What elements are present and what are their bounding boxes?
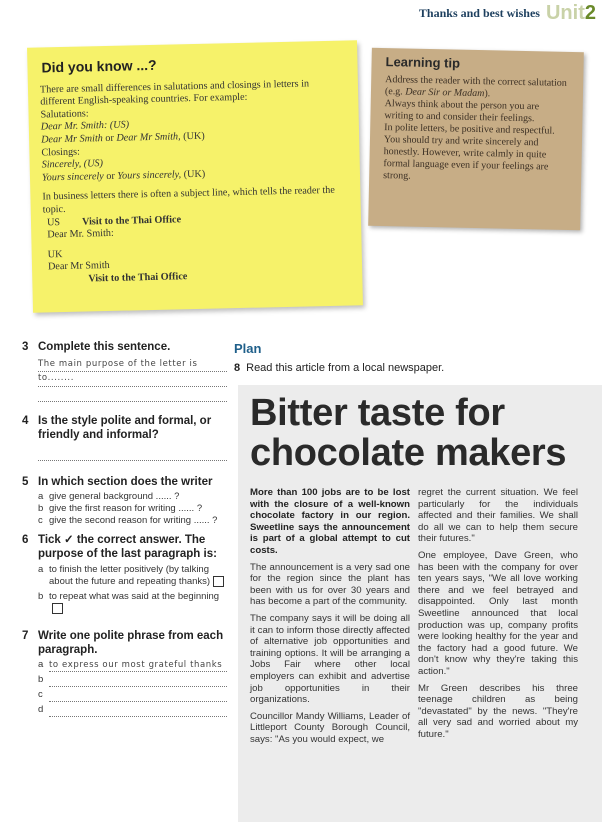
tip-p1-a: Address the reader with the correct salutation (e.g. — [384, 74, 567, 98]
q6-option-b-text: to repeat what was said at the beginning — [49, 591, 220, 603]
q3-number: 3 — [22, 341, 29, 353]
exercise-column — [22, 340, 227, 717]
sal-uk-tag: (UK) — [180, 130, 205, 143]
q4-answer-line[interactable] — [38, 446, 227, 461]
unit-label — [546, 2, 596, 25]
q6-option-a — [38, 564, 227, 588]
q3-text: Complete this sentence. — [38, 341, 171, 353]
article-paragraph-2: The company says it will be doing all it can to inform those directly affected of alternative job opportunities and training options. It will be arranging a Jobs Fair where other local employers can exhibit and advertise job opportunities in their organizations. — [250, 612, 410, 706]
subject-note: In business letters there is often a subject line, which tells the reader the topic. — [42, 185, 335, 216]
q7-line-d[interactable] — [38, 704, 227, 717]
uk-label: UK — [47, 248, 63, 261]
newspaper-article — [238, 385, 602, 822]
q5-option-a — [38, 491, 227, 503]
salutation-us: Dear Mr. Smith: (US) — [40, 119, 130, 133]
unit-number: 2 — [584, 2, 596, 24]
unit-header — [419, 2, 596, 25]
tip-p2: Always think about the person you are writing to and consider their feelings. — [384, 98, 540, 125]
q8-number: 8 — [234, 362, 241, 374]
q3-answer-line-3[interactable] — [38, 387, 227, 402]
learning-tip-note — [368, 48, 584, 230]
q5-option-a-letter: a — [38, 491, 44, 502]
close-uk-tag: (UK) — [180, 168, 206, 181]
q6-option-a-checkbox[interactable] — [213, 576, 224, 587]
article-headline — [250, 393, 566, 473]
tip-p4: You should try and write sincerely and honestly. However, write calmly in quite formal language even if your feelings are strong. — [383, 134, 549, 182]
q6-number: 6 — [22, 534, 29, 546]
closings-label: Closings: — [41, 146, 81, 159]
close-uk-a: Yours sincerely — [41, 170, 104, 184]
q8-text: Read this article from a local newspaper. — [246, 362, 445, 374]
question-5 — [22, 475, 227, 489]
question-3 — [22, 340, 227, 354]
learning-tip-title: Learning tip — [385, 54, 461, 71]
q7-a-letter: a — [38, 659, 44, 671]
q5-option-b — [38, 503, 227, 515]
question-6 — [22, 533, 227, 561]
q4-number: 4 — [22, 415, 29, 427]
q4-text: Is the style polite and formal, or friendly and informal? — [38, 415, 212, 441]
q7-line-a[interactable] — [38, 659, 227, 672]
q5-option-c — [38, 515, 227, 527]
article-paragraph-6: Mr Green describes his three teenage children as being "devastated" by the news. "They're all very sad and worried about my future." — [418, 682, 578, 740]
headline-line-1: Bitter taste for — [250, 392, 505, 434]
unit-word: Unit — [545, 2, 585, 24]
article-column-1 — [250, 487, 410, 750]
q7-c-letter: c — [38, 689, 43, 701]
did-you-know-intro: There are small differences in salutations and closings in letters in different English-speaking countries. For example: — [39, 77, 310, 108]
article-lead: More than 100 jobs are to be lost with the closure of a well-known chocolate factory in our region. Sweetline says the announcement is part of a global attempt to cut costs. — [250, 487, 410, 556]
question-8 — [234, 362, 444, 374]
q7-line-c[interactable] — [38, 689, 227, 702]
salutations-label: Salutations: — [40, 108, 89, 121]
uk-salutation: Dear Mr Smith — [47, 260, 110, 273]
q7-a-answer: to express our most grateful thanks — [49, 660, 223, 671]
q5-number: 5 — [22, 476, 29, 488]
article-paragraph-3: Councillor Mandy Williams, Leader of Littleport County Borough Council, says: "As you would expect, we — [250, 710, 410, 745]
q6-option-a-letter: a — [38, 564, 44, 575]
q6-option-b-letter: b — [38, 591, 44, 603]
q7-line-b[interactable] — [38, 674, 227, 687]
closing-us: Sincerely, (US) — [41, 158, 104, 171]
q5-option-a-text: give general background ...... ? — [49, 491, 180, 502]
q3-answer: The main purpose of the letter is to........ — [38, 359, 198, 383]
subject-line-uk: Visit to the Thai Office — [88, 271, 188, 285]
q7-number: 7 — [22, 630, 29, 643]
us-salutation: Dear Mr. Smith: — [47, 227, 114, 241]
tip-p1-b: Dear Sir or Madam — [405, 86, 485, 100]
q6-text: Tick ✓ the correct answer. The purpose of the last paragraph is: — [38, 534, 217, 560]
close-uk-b: Yours sincerely, — [117, 169, 182, 182]
us-label: US — [46, 216, 61, 228]
q7-b-letter: b — [38, 674, 44, 686]
q5-option-c-text: give the second reason for writing ...... ? — [49, 515, 218, 526]
q7-text: Write one polite phrase from each paragraph. — [38, 630, 224, 657]
q3-answer-line[interactable] — [38, 357, 227, 383]
did-you-know-title: Did you know ...? — [41, 56, 157, 76]
headline-line-2: chocolate makers — [250, 432, 567, 474]
q6-option-a-text: to finish the letter positively (by talking about the future and repeating thanks) — [49, 564, 211, 588]
question-4 — [22, 414, 227, 442]
unit-title: Thanks and best wishes — [418, 6, 540, 20]
q6-option-b — [38, 591, 227, 615]
plan-heading: Plan — [234, 341, 262, 356]
question-7 — [22, 629, 227, 657]
article-paragraph-5: One employee, Dave Green, who has been with the company for over ten years says, "We all love working there and we feel betrayed and disappointed. Only last month Sweetline announced that local production was up, company profits were looking healthy for the year and the factory had a good future. We don't know why they're taking this action." — [418, 549, 578, 677]
did-you-know-note — [27, 40, 363, 312]
q5-option-c-letter: c — [38, 515, 43, 526]
q5-text: In which section does the writer — [38, 476, 213, 488]
sal-uk-a: Dear Mr Smith — [41, 133, 103, 146]
q5-option-b-letter: b — [38, 503, 44, 514]
subject-line-us: Visit to the Thai Office — [81, 213, 182, 228]
article-paragraph-1: The announcement is a very sad one for the region since the plant has been with us for over 30 years and has become a part of the community. — [250, 561, 410, 608]
q6-option-b-checkbox[interactable] — [52, 603, 63, 614]
sal-uk-or: or — [102, 132, 117, 145]
q5-option-b-text: give the first reason for writing ...... ? — [49, 503, 203, 514]
article-paragraph-4: regret the current situation. We feel particularly for the individuals affected and their families. We shall do all we can to help them secure their futures." — [418, 487, 578, 545]
tip-p1-c: ). — [484, 88, 491, 100]
close-uk-or: or — [103, 170, 118, 182]
tip-p3: In polite letters, be positive and respectful. — [384, 122, 555, 137]
q7-d-letter: d — [38, 704, 44, 716]
article-column-2 — [418, 487, 578, 745]
sal-uk-b: Dear Mr Smith, — [116, 131, 181, 144]
